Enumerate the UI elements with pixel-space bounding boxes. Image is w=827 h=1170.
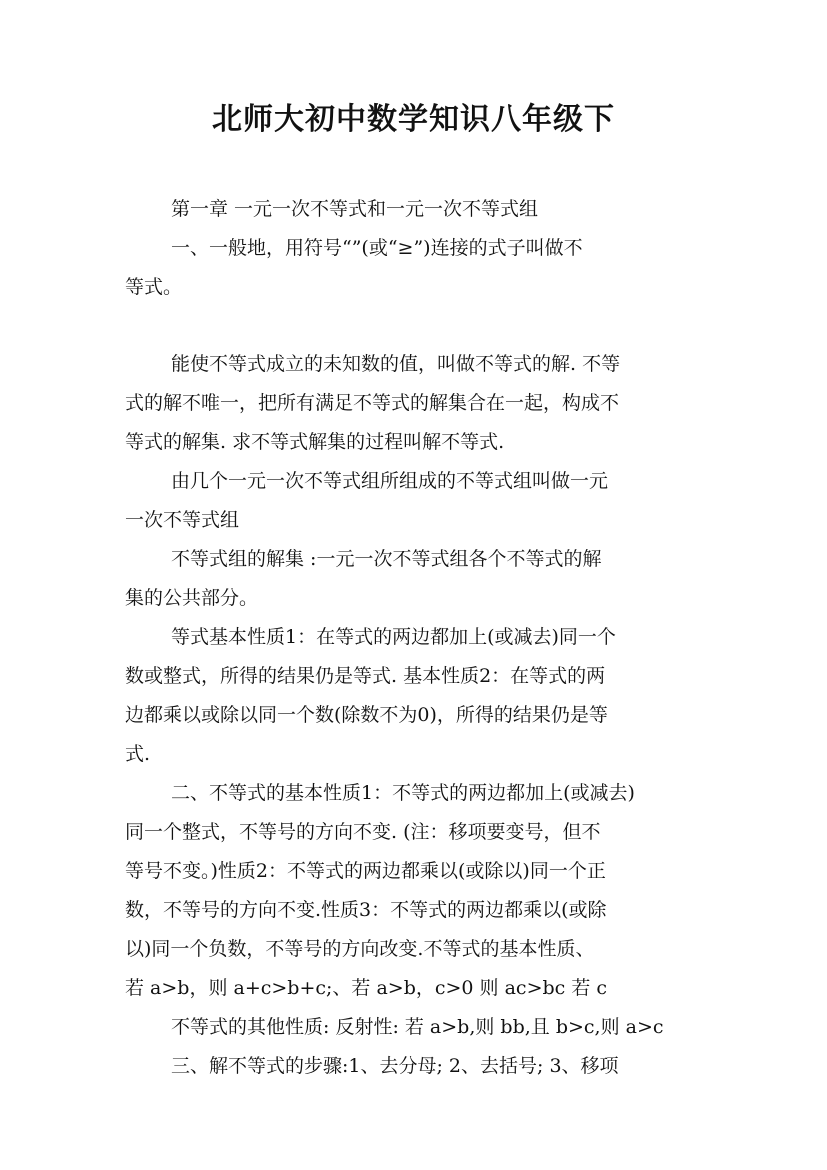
text-line: 由几个一元一次不等式组所组成的不等式组叫做一元 <box>171 470 609 492</box>
text-line: 一次不等式组 <box>125 509 240 531</box>
text-line: 第一章 一元一次不等式和一元一次不等式组 <box>171 198 539 220</box>
text-line: 若 a>b，则 a+c>b+c;、若 a>b，c>0 则 ac>bc 若 c <box>125 977 608 999</box>
text-line: 二、不等式的基本性质1：不等式的两边都加上(或减去) <box>171 782 635 804</box>
text-line: 以)同一个负数，不等号的方向改变.不等式的基本性质、 <box>125 938 595 960</box>
text-line: 同一个整式，不等号的方向不变. (注：移项要变号，但不 <box>125 821 601 843</box>
text-line: 集的公共部分。 <box>125 587 259 609</box>
text-line: 不等式的其他性质: 反射性: 若 a>b,则 bb,且 b>c,则 a>c <box>171 1016 664 1038</box>
text-line: 式. <box>125 743 151 765</box>
text-line: 一、一般地，用符号“”(或“≥”)连接的式子叫做不 <box>171 237 583 259</box>
text-line: 式的解不唯一，把所有满足不等式的解集合在一起，构成不 <box>125 392 620 414</box>
page-title: 北师大初中数学知识八年级下 <box>212 102 615 137</box>
text-line: 数或整式，所得的结果仍是等式. 基本性质2：在等式的两 <box>125 665 606 687</box>
text-line: 等式。 <box>125 276 183 298</box>
text-line: 能使不等式成立的未知数的值，叫做不等式的解. 不等 <box>171 353 621 375</box>
text-line: 等式的解集. 求不等式解集的过程叫解不等式. <box>125 431 505 453</box>
document-body <box>125 190 703 1086</box>
paragraph-gap <box>125 307 703 345</box>
text-line: 数，不等号的方向不变.性质3：不等式的两边都乘以(或除 <box>125 899 607 921</box>
text-line: 边都乘以或除以同一个数(除数不为0)，所得的结果仍是等 <box>125 704 608 726</box>
text-line: 等式基本性质1：在等式的两边都加上(或减去)同一个 <box>171 626 616 648</box>
text-line: 等号不变。)性质2：不等式的两边都乘以(或除以)同一个正 <box>125 860 606 882</box>
text-line: 不等式组的解集 :一元一次不等式组各个不等式的解 <box>171 548 602 570</box>
text-line: 三、解不等式的步骤:1、去分母; 2、去括号; 3、移项 <box>171 1055 619 1077</box>
